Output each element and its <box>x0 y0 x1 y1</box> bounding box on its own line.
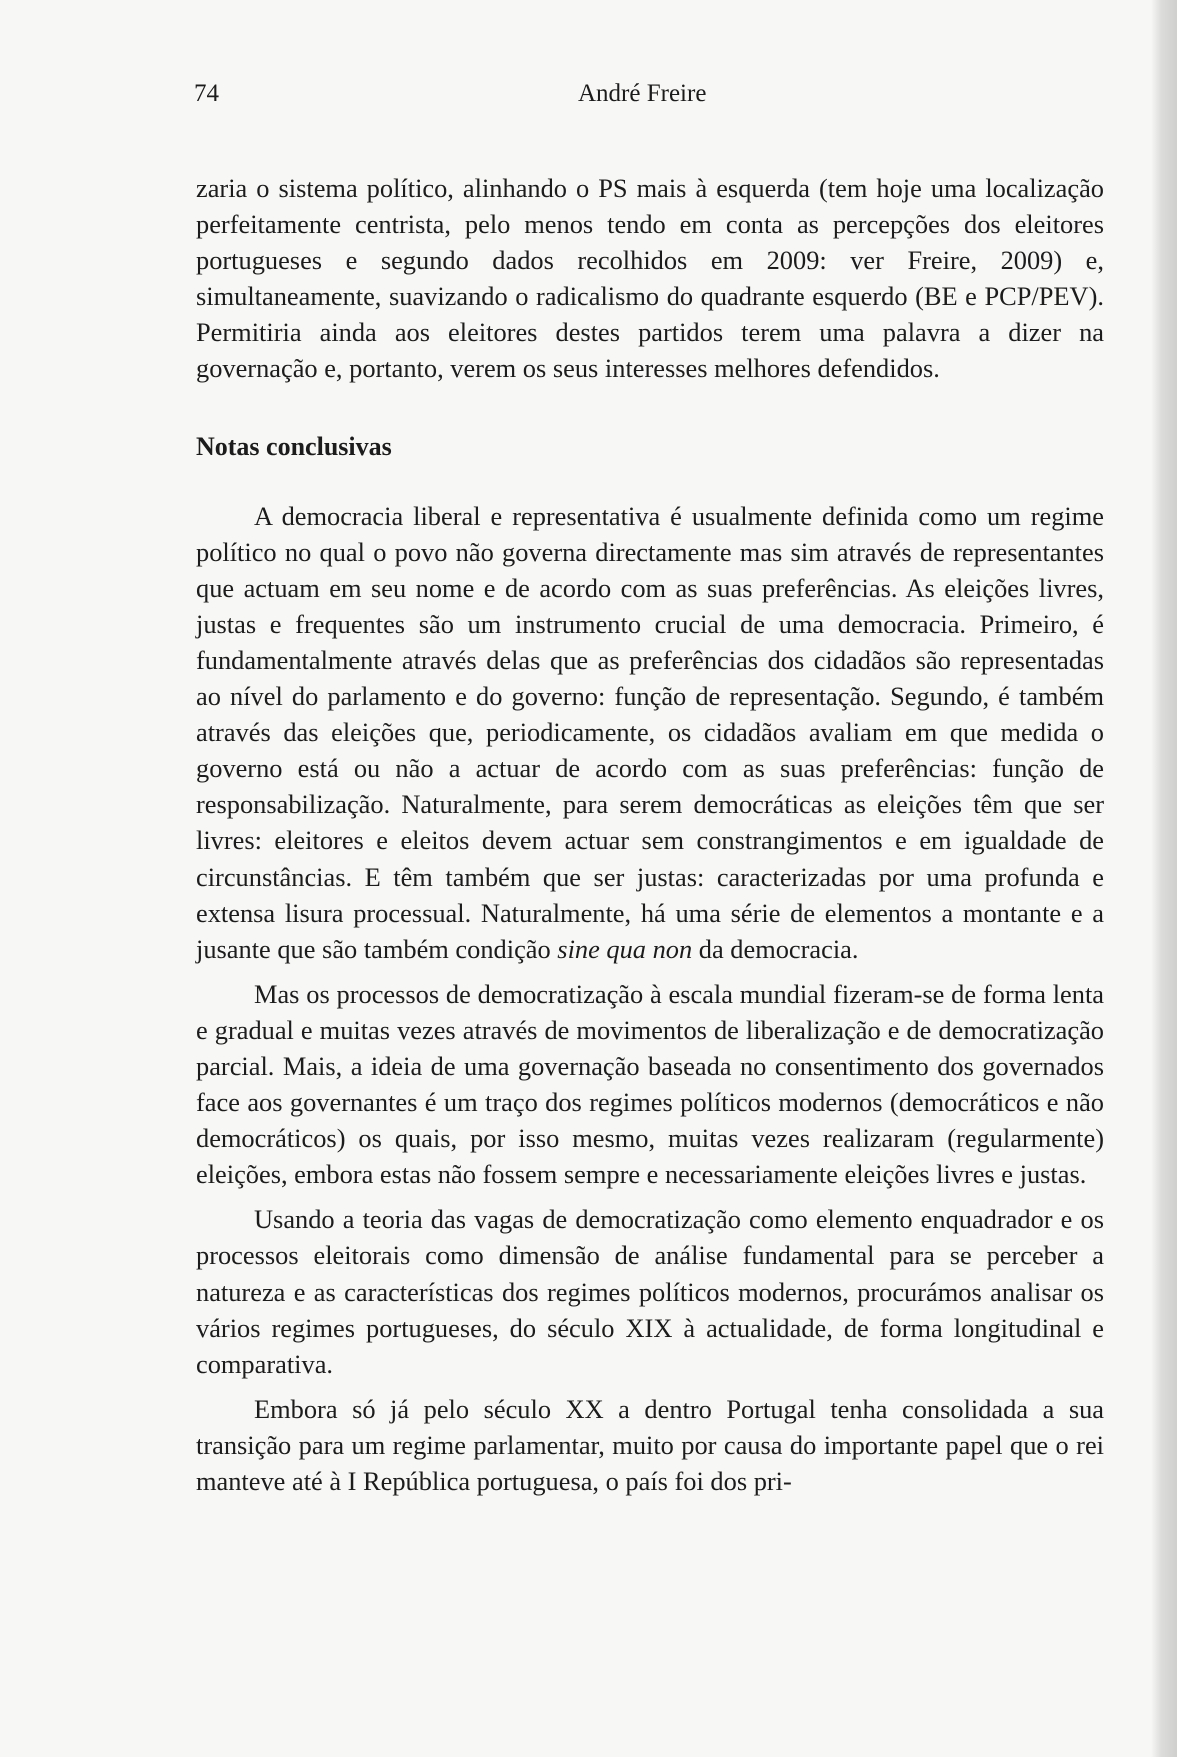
section-title: Notas conclusivas <box>196 431 392 461</box>
paragraph-text-end: da democracia. <box>692 933 859 964</box>
page-header <box>194 74 1102 114</box>
running-head: André Freire <box>578 80 707 107</box>
paragraph-democratization: Mas os processos de democratização à escala mundial fizeram-se de forma lenta e gradual e muitas vezes através de movimentos de liberalização e de democratização parcial. Mais, a ideia de uma governação baseada no consentimento dos governados face aos governantes é um traço dos regimes políticos modernos (democráticos e não democráticos) os quais, por isso mesmo, muitas vezes realizaram (regularmente) eleições, embora estas não fossem sempre e necessariamente eleições livres e justas. <box>196 978 1104 1190</box>
paragraph-democracy <box>196 498 1104 967</box>
paragraph-portugal: Embora só já pelo século XX a dentro Portugal tenha consolidada a sua transição para um regime parlamentar, muito por causa do importante papel que o rei manteve até à I República portuguesa, o país foi dos pri- <box>196 1393 1104 1496</box>
page-number: 74 <box>194 80 219 107</box>
paragraph-continued: zaria o sistema político, alinhando o PS mais à esquerda (tem hoje uma localização perfeitamente centrista, pelo menos tendo em conta as percepções dos eleitores portugueses e segundo dados recolhidos em 2009: ver Freire, 2009) e, simultaneamente, suavizando o radicalismo do quadrante esquerdo (BE e PCP/PEV). Permitiria ainda aos eleitores destes partidos terem uma palavra a dizer na governação e, portanto, verem os seus interesses melhores defendidos. <box>196 173 1104 384</box>
paragraph-waves: Usando a teoria das vagas de democratização como elemento enquadrador e os processos eleitorais como dimensão de análise fundamental para se perceber a natureza e as características dos regimes políticos modernos, procurámos analisar os vários regimes portugueses, do século XIX à actualidade, de forma longitudinal e comparativa. <box>196 1204 1104 1379</box>
latin-phrase: sine qua non <box>557 933 693 964</box>
body-text <box>196 170 1104 1499</box>
page-edge-shadow <box>1151 0 1177 1757</box>
paragraph-text: A democracia liberal e representativa é usualmente definida como um regime político no qual o povo não governa directamente mas sim através de representantes que actuam em seu nome e de acordo com as suas preferências. As eleições livres, justas e frequentes são um instrumento crucial de uma democracia. Primeiro, é fundamentalmente através delas que as preferências dos cidadãos são representadas ao nível do parlamento e do governo: função de representação. Segundo, é também através das eleições que, periodicamente, os cidadãos avaliam em que medida o governo está ou não a actuar de acordo com as suas preferências: função de responsabilização. Naturalmente, para serem democráticas as eleições têm que ser livres: eleitores e eleitos devem actuar sem constrangimentos e em igualdade de circunstâncias. E têm também que ser justas: caracterizadas por uma profunda e extensa lisura processual. Naturalmente, há uma série de elementos a montante e a jusante que são também condição <box>196 500 1104 964</box>
